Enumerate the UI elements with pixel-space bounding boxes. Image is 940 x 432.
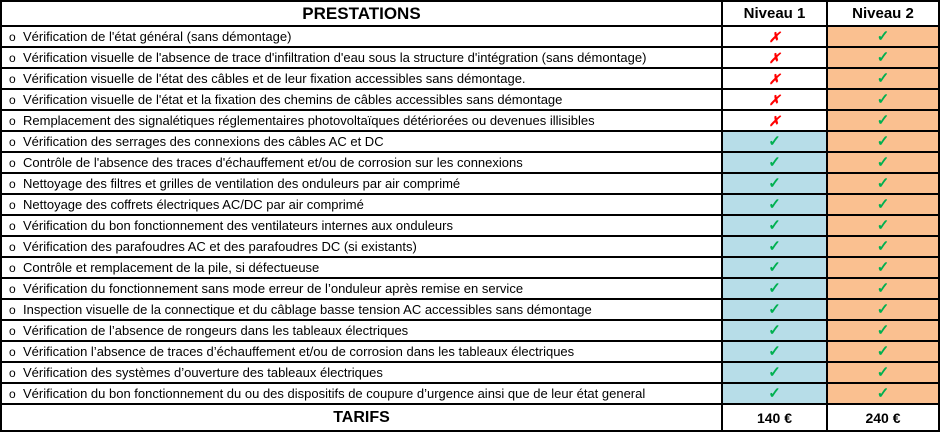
row-bullet: o: [9, 176, 16, 191]
row-bullet: o: [9, 197, 16, 212]
niveau1-price: 140 €: [756, 409, 793, 426]
prestation-cell: [2, 363, 723, 384]
check-icon: ✓: [876, 280, 890, 297]
niveau1-status-cell: [723, 153, 828, 174]
prestations-column-header: [2, 2, 723, 27]
niveau1-status-cell: [723, 69, 828, 90]
prestation-cell: [2, 258, 723, 279]
niveau2-status-cell: [828, 111, 938, 132]
niveau1-status-cell: [723, 363, 828, 384]
check-icon: ✓: [768, 343, 781, 360]
niveau2-status-cell: [828, 321, 938, 342]
prestation-text: Inspection visuelle de la connectique et du câblage basse tension AC accessibles sans démontage: [23, 302, 592, 317]
prestation-text: Vérification visuelle de l'état et la fixation des chemins de câbles accessibles sans démontage: [23, 92, 563, 107]
prestations-header-label: PRESTATIONS: [302, 3, 421, 23]
niveau1-column-header: [723, 2, 828, 27]
check-icon: ✓: [876, 301, 890, 318]
niveau2-status-cell: [828, 174, 938, 195]
niveau2-status-cell: [828, 363, 938, 384]
prestation-text: Vérification l’absence de traces d’échauffement et/ou de corrosion dans les tableaux électriques: [23, 344, 575, 359]
niveau1-status-cell: [723, 342, 828, 363]
check-icon: ✓: [876, 364, 890, 381]
check-icon: ✓: [768, 322, 781, 339]
cross-icon: ✗: [768, 49, 781, 66]
prestation-text: Contrôle de l'absence des traces d'échauffement et/ou de corrosion sur les connexions: [23, 155, 523, 170]
check-icon: ✓: [768, 196, 781, 213]
check-icon: ✓: [876, 322, 890, 339]
row-bullet: o: [9, 29, 16, 44]
prestation-cell: [2, 153, 723, 174]
prestation-text: Vérification des systèmes d’ouverture des tableaux électriques: [23, 365, 383, 380]
niveau2-price: 240 €: [865, 409, 901, 426]
prestation-cell: [2, 132, 723, 153]
check-icon: ✓: [768, 301, 781, 318]
prestation-text: Contrôle et remplacement de la pile, si défectueuse: [23, 260, 320, 275]
check-icon: ✓: [768, 280, 781, 297]
niveau2-status-cell: [828, 48, 938, 69]
prestation-text: Nettoyage des coffrets électriques AC/DC par air comprimé: [23, 197, 364, 212]
row-bullet: o: [9, 302, 16, 317]
prestation-text: Vérification des serrages des connexions des câbles AC et DC: [23, 134, 384, 149]
check-icon: ✓: [768, 238, 781, 255]
prestation-cell: [2, 69, 723, 90]
prestation-cell: [2, 48, 723, 69]
row-bullet: o: [9, 344, 16, 359]
prestation-cell: [2, 174, 723, 195]
check-icon: ✓: [876, 259, 890, 276]
niveau2-status-cell: [828, 300, 938, 321]
niveau2-status-cell: [828, 69, 938, 90]
row-bullet: o: [9, 281, 16, 296]
niveau2-header-label: Niveau 2: [852, 5, 914, 22]
prestation-text: Vérification du bon fonctionnement du ou des dispositifs de coupure d’urgence ainsi que de leur état general: [23, 386, 646, 401]
check-icon: ✓: [876, 238, 890, 255]
niveau1-status-cell: [723, 111, 828, 132]
tarifs-row-label-cell: [2, 405, 723, 430]
row-bullet: o: [9, 71, 16, 86]
niveau1-status-cell: [723, 90, 828, 111]
check-icon: ✓: [876, 196, 890, 213]
prestation-cell: [2, 279, 723, 300]
prestation-cell: [2, 90, 723, 111]
row-bullet: o: [9, 92, 16, 107]
prestation-cell: [2, 300, 723, 321]
check-icon: ✓: [768, 133, 781, 150]
check-icon: ✓: [768, 217, 781, 234]
niveau2-price-cell: [828, 405, 938, 430]
cross-icon: ✗: [768, 91, 781, 108]
niveau2-status-cell: [828, 27, 938, 48]
row-bullet: o: [9, 260, 16, 275]
niveau2-status-cell: [828, 216, 938, 237]
row-bullet: o: [9, 386, 16, 401]
niveau1-status-cell: [723, 258, 828, 279]
check-icon: ✓: [876, 133, 890, 150]
niveau1-status-cell: [723, 300, 828, 321]
niveau1-status-cell: [723, 216, 828, 237]
niveau2-column-header: [828, 2, 938, 27]
niveau2-status-cell: [828, 384, 938, 405]
row-bullet: o: [9, 323, 16, 338]
check-icon: ✓: [876, 385, 890, 402]
prestation-cell: [2, 237, 723, 258]
check-icon: ✓: [876, 70, 890, 87]
niveau1-status-cell: [723, 321, 828, 342]
check-icon: ✓: [768, 154, 781, 171]
row-bullet: o: [9, 218, 16, 233]
niveau1-price-cell: [723, 405, 828, 430]
niveau1-status-cell: [723, 279, 828, 300]
niveau2-status-cell: [828, 237, 938, 258]
check-icon: ✓: [768, 364, 781, 381]
niveau1-status-cell: [723, 384, 828, 405]
tarifs-label: TARIFS: [333, 408, 390, 426]
cross-icon: ✗: [768, 112, 781, 129]
prestation-text: Vérification du fonctionnement sans mode erreur de l’onduleur après remise en service: [23, 281, 524, 296]
check-icon: ✓: [876, 28, 890, 45]
row-bullet: o: [9, 50, 16, 65]
check-icon: ✓: [768, 259, 781, 276]
niveau1-header-label: Niveau 1: [743, 5, 806, 22]
niveau1-status-cell: [723, 174, 828, 195]
check-icon: ✓: [876, 91, 890, 108]
niveau2-status-cell: [828, 153, 938, 174]
prestation-text: Remplacement des signalétiques réglementaires photovoltaïques détériorées ou devenues illisibles: [23, 113, 595, 128]
prestation-text: Vérification des parafoudres AC et des parafoudres DC (si existants): [23, 239, 417, 254]
niveau2-status-cell: [828, 258, 938, 279]
cross-icon: ✗: [768, 28, 781, 45]
niveau1-status-cell: [723, 48, 828, 69]
niveau1-status-cell: [723, 237, 828, 258]
niveau2-status-cell: [828, 195, 938, 216]
niveau1-status-cell: [723, 27, 828, 48]
check-icon: ✓: [768, 175, 781, 192]
row-bullet: o: [9, 113, 16, 128]
prestation-cell: [2, 342, 723, 363]
cross-icon: ✗: [768, 70, 781, 87]
check-icon: ✓: [768, 385, 781, 402]
row-bullet: o: [9, 239, 16, 254]
prestation-cell: [2, 384, 723, 405]
row-bullet: o: [9, 365, 16, 380]
check-icon: ✓: [876, 175, 890, 192]
niveau1-status-cell: [723, 195, 828, 216]
row-bullet: o: [9, 134, 16, 149]
prestation-cell: [2, 111, 723, 132]
check-icon: ✓: [876, 154, 890, 171]
prestation-text: Vérification de l'état général (sans démontage): [23, 29, 292, 44]
niveau2-status-cell: [828, 90, 938, 111]
niveau2-status-cell: [828, 342, 938, 363]
prestation-text: Nettoyage des filtres et grilles de ventilation des onduleurs par air comprimé: [23, 176, 461, 191]
prestation-text: Vérification du bon fonctionnement des ventilateurs internes aux onduleurs: [23, 218, 453, 233]
niveau1-status-cell: [723, 132, 828, 153]
prestation-cell: [2, 216, 723, 237]
check-icon: ✓: [876, 217, 890, 234]
niveau2-status-cell: [828, 132, 938, 153]
prestation-cell: [2, 321, 723, 342]
check-icon: ✓: [876, 343, 890, 360]
niveau2-status-cell: [828, 279, 938, 300]
prestation-cell: [2, 195, 723, 216]
prestation-cell: [2, 27, 723, 48]
check-icon: ✓: [876, 112, 890, 129]
row-bullet: o: [9, 155, 16, 170]
prestation-text: Vérification visuelle de l'état des câbles et de leur fixation accessibles sans démontage.: [23, 71, 526, 86]
prestation-text: Vérification de l’absence de rongeurs dans les tableaux électriques: [23, 323, 409, 338]
check-icon: ✓: [876, 49, 890, 66]
prestation-text: Vérification visuelle de l'absence de trace d'infiltration d'eau sous la structure d'intégration (sans démontage): [23, 50, 647, 65]
